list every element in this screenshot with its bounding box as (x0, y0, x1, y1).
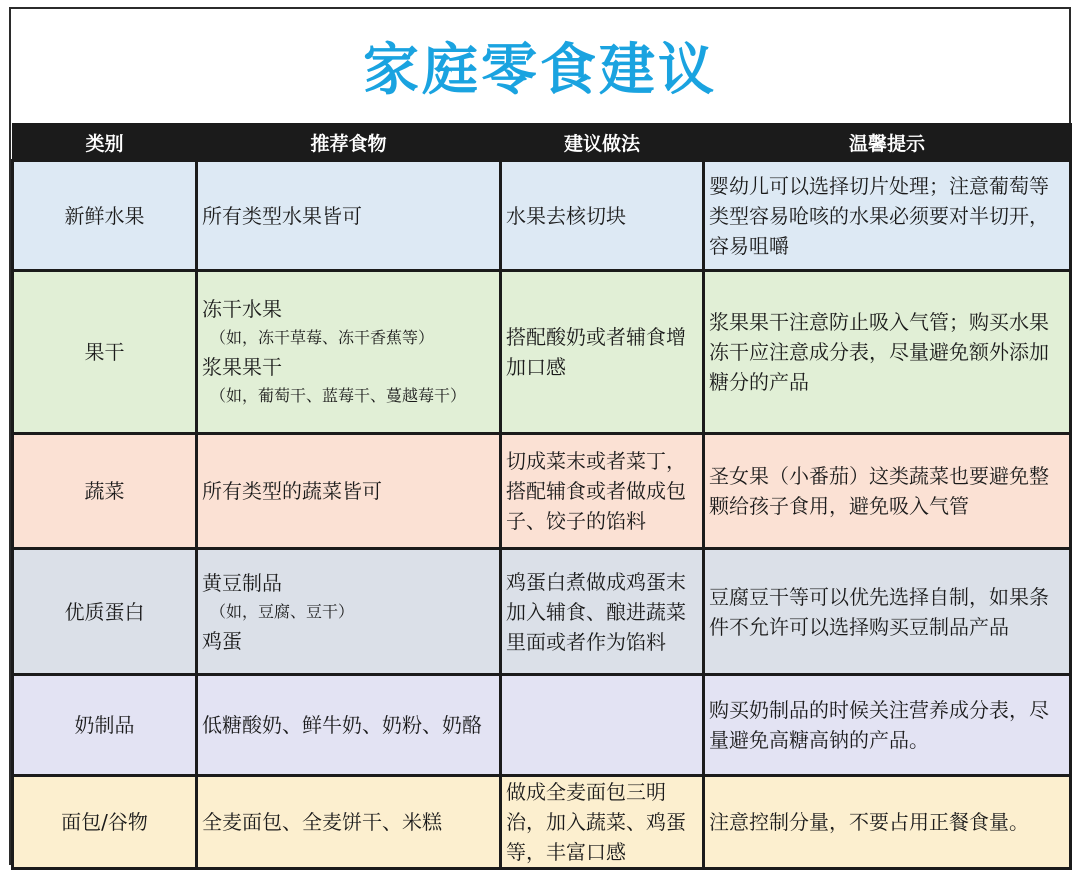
row-category: 奶制品 (13, 675, 197, 776)
table-row (13, 271, 1071, 434)
row-tip: 浆果果干注意防止吸入气管；购买水果冻干应注意成分表，尽量避免额外添加糖分的产品 (704, 271, 1071, 434)
row-method (501, 675, 704, 776)
table-row (13, 675, 1071, 776)
row-method: 搭配酸奶或者辅食增加口感 (501, 271, 704, 434)
row-food (197, 271, 501, 434)
food-item: 所有类型水果皆可 (202, 203, 362, 228)
row-category: 优质蛋白 (13, 549, 197, 675)
food-example: （如，葡萄干、蓝莓干、蔓越莓干） (210, 386, 467, 405)
page-title: 家庭零食建议 (363, 38, 717, 103)
row-category: 果干 (13, 271, 197, 434)
table-row (13, 434, 1071, 549)
row-tip: 圣女果（小番茄）这类蔬菜也要避免整颗给孩子食用，避免吸入气管 (704, 434, 1071, 549)
food-example: （如，冻干草莓、冻干香蕉等） (210, 328, 435, 347)
food-item: 全麦面包、全麦饼干、米糕 (202, 810, 442, 834)
header-category: 类别 (13, 124, 197, 161)
row-category: 面包/谷物 (13, 776, 197, 869)
row-tip: 豆腐豆干等可以优先选择自制，如果条件不允许可以选择购买豆制品产品 (704, 549, 1071, 675)
recommendation-card (9, 7, 1071, 865)
row-food (197, 776, 501, 869)
food-item: 低糖酸奶、鲜牛奶、奶粉、奶酪 (202, 713, 482, 737)
row-category: 新鲜水果 (13, 161, 197, 271)
snack-table (11, 123, 1072, 870)
row-method: 切成菜末或者菜丁，搭配辅食或者做成包子、饺子的馅料 (501, 434, 704, 549)
food-example: （如，豆腐、豆干） (210, 601, 355, 621)
food-item: 所有类型的蔬菜皆可 (202, 479, 382, 503)
row-food (197, 549, 501, 675)
row-food (197, 161, 501, 271)
row-tip: 购买奶制品的时候关注营养成分表，尽量避免高糖高钠的产品。 (704, 675, 1071, 776)
food-item: 黄豆制品 (202, 570, 282, 595)
table-header-row (13, 124, 1071, 161)
header-tip: 温馨提示 (704, 124, 1071, 161)
row-method: 鸡蛋白煮做成鸡蛋末加入辅食、酿进蔬菜里面或者作为馅料 (501, 549, 704, 675)
table-row (13, 549, 1071, 675)
row-tip: 注意控制分量，不要占用正餐食量。 (704, 776, 1071, 869)
row-food (197, 434, 501, 549)
row-tip: 婴幼儿可以选择切片处理；注意葡萄等类型容易呛咳的水果必须要对半切开，容易咀嚼 (704, 161, 1071, 271)
food-item: 冻干水果 (202, 297, 282, 321)
row-method: 水果去核切块 (501, 161, 704, 271)
row-category: 蔬菜 (13, 434, 197, 549)
row-method: 做成全麦面包三明治，加入蔬菜、鸡蛋等，丰富口感 (501, 776, 704, 869)
food-item: 浆果果干 (202, 355, 282, 379)
header-food: 推荐食物 (197, 124, 501, 161)
table-row (13, 161, 1071, 271)
header-method: 建议做法 (501, 124, 704, 161)
food-item: 鸡蛋 (202, 628, 242, 653)
row-food (197, 675, 501, 776)
table-row (13, 776, 1071, 869)
